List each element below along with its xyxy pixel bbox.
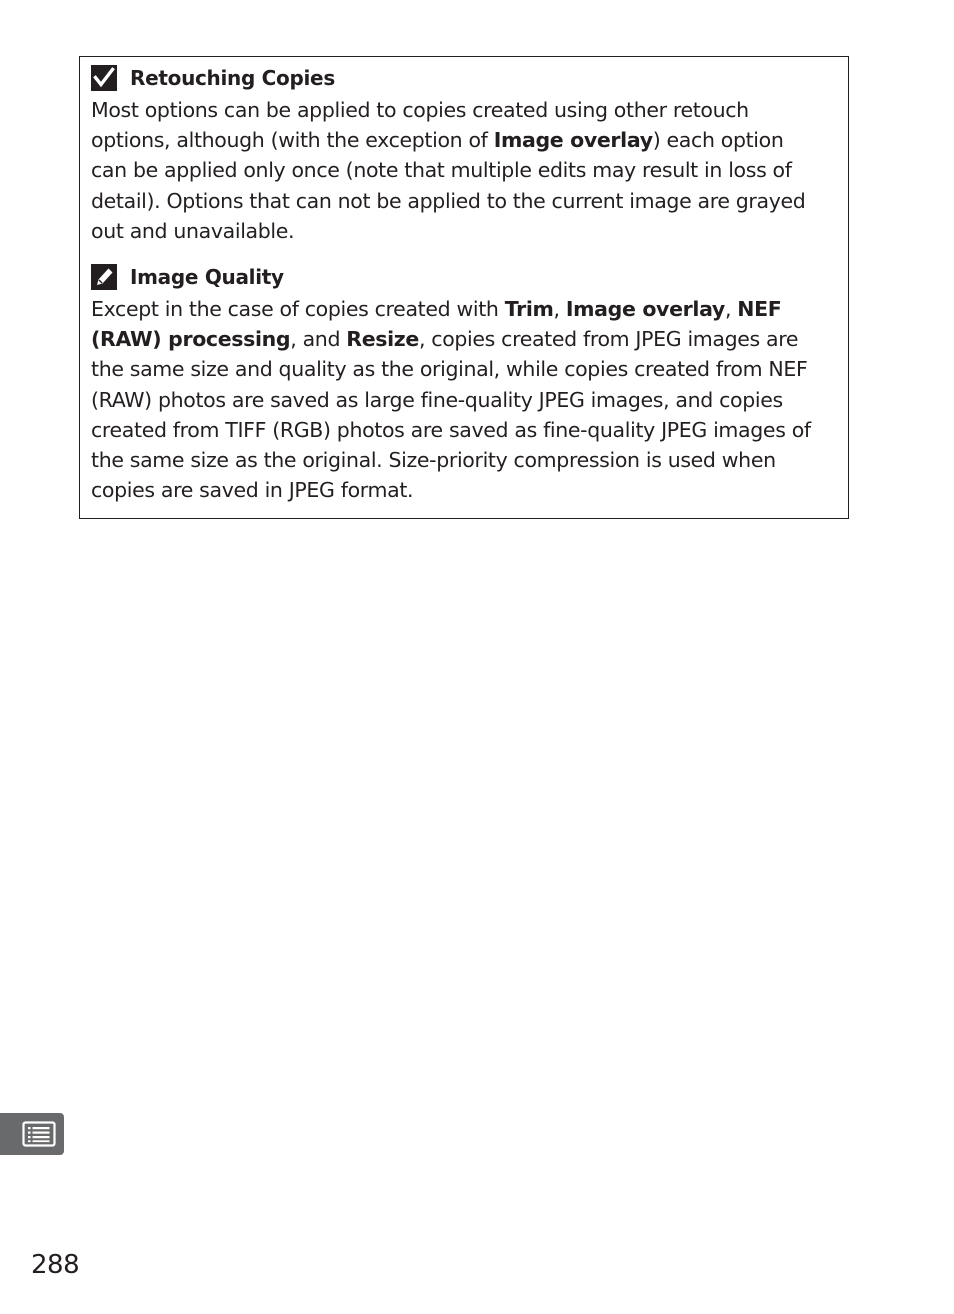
text-run: detail). Options that can not be applied to the current image are grayed [91, 188, 806, 213]
text-run: the same size and quality as the original, while copies created from NEF [91, 357, 808, 382]
bold-term: Image overlay [493, 128, 653, 153]
bold-term: (RAW) processing [91, 327, 291, 352]
text-line [91, 385, 839, 415]
note-body [91, 95, 839, 246]
text-line [91, 95, 839, 125]
bold-term: Image overlay [565, 297, 725, 321]
bold-term: Trim [504, 297, 554, 321]
text-line [91, 155, 839, 185]
text-run: copies are saved in JPEG format. [91, 478, 414, 503]
bold-term: Resize [346, 327, 419, 352]
text-run: (RAW) photos are saved as large fine-quality JPEG images, and copies [91, 387, 783, 412]
note-body [91, 294, 839, 505]
text-line [91, 445, 839, 475]
check-icon [91, 65, 117, 91]
note-heading [91, 61, 839, 95]
text-run: ) each option [652, 128, 784, 153]
text-run: , and [290, 327, 347, 352]
page-number: 288 [31, 1250, 80, 1280]
text-run: Most options can be applied to copies created using other retouch [91, 98, 749, 122]
section-tab[interactable] [0, 1113, 64, 1155]
text-line [91, 186, 839, 216]
note-title: Image Quality [130, 265, 284, 289]
pencil-icon [91, 264, 117, 290]
note-box [79, 56, 849, 519]
bold-term: NEF [737, 297, 782, 321]
menu-list-icon [22, 1121, 56, 1147]
text-line [91, 415, 839, 445]
text-line [91, 354, 839, 384]
note-image-quality [91, 260, 839, 505]
text-run: Except in the case of copies created with [91, 297, 505, 321]
text-run: created from TIFF (RGB) photos are saved as fine-quality JPEG images of [91, 417, 811, 442]
text-run: options, although (with the exception of [91, 128, 494, 153]
text-line [91, 475, 839, 505]
text-line [91, 216, 839, 246]
text-run: , [724, 297, 738, 321]
text-run: out and unavailable. [91, 218, 295, 243]
text-line [91, 125, 839, 155]
note-retouching-copies [91, 61, 839, 246]
note-title: Retouching Copies [130, 66, 335, 90]
text-line [91, 324, 839, 354]
note-heading [91, 260, 839, 294]
text-run: the same size as the original. Size-priority compression is used when [91, 448, 776, 473]
text-run: , copies created from JPEG images are [418, 327, 799, 352]
text-run: can be applied only once (note that multiple edits may result in loss of [91, 158, 792, 183]
text-line [91, 294, 839, 324]
text-run: , [553, 297, 566, 321]
